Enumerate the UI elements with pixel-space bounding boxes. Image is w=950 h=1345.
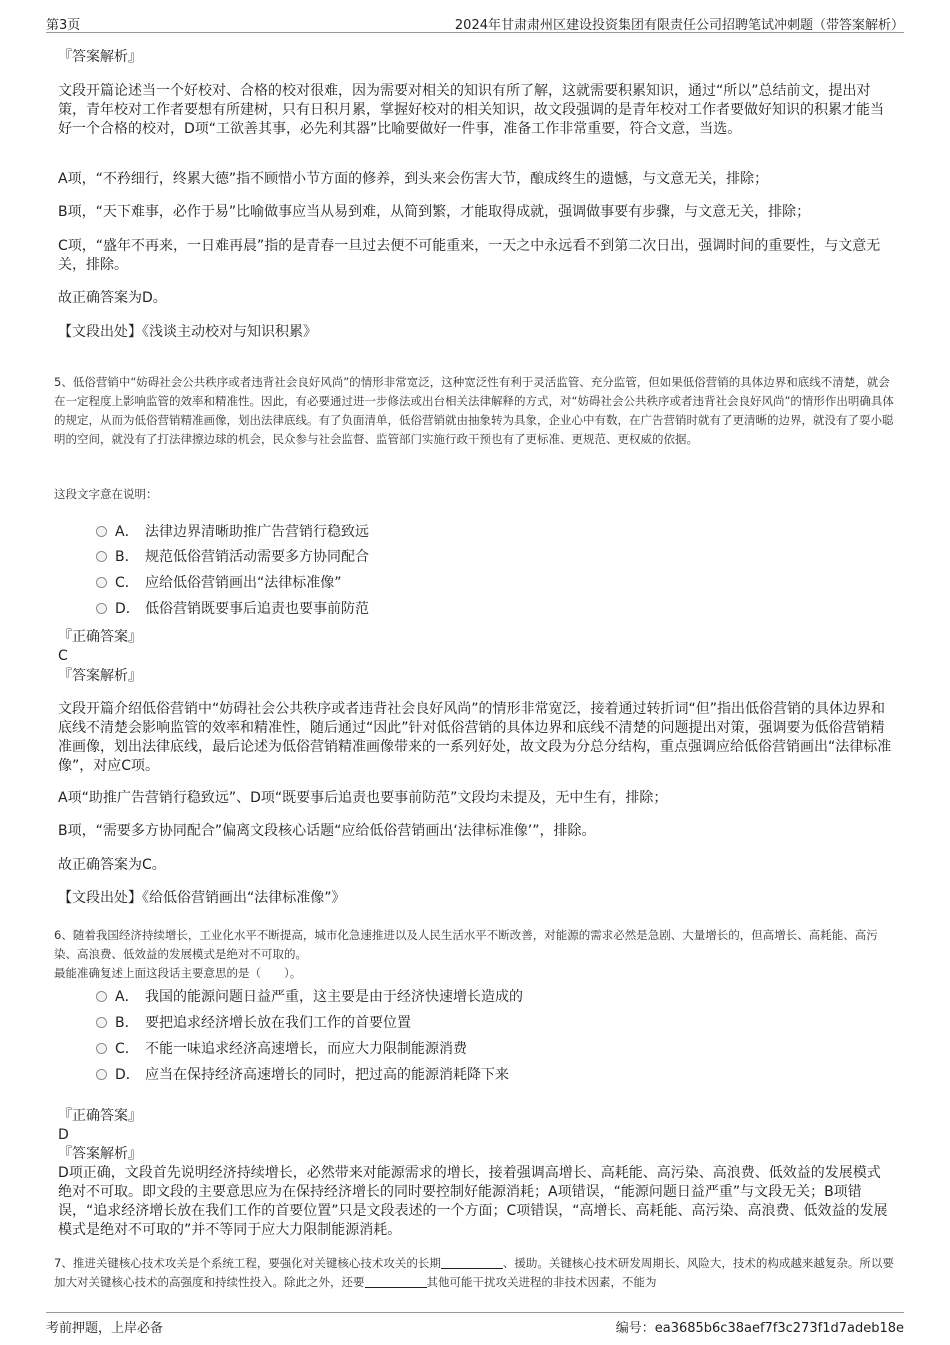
q5-source: 【文段出处】《给低俗营销画出“法律标准像”》	[58, 890, 346, 906]
q5-option-d[interactable]: D． 低俗营销既要事后追责也要事前防范	[96, 599, 369, 619]
q6-answer-label: 『正确答案』	[58, 1108, 142, 1124]
q4-option-a-explanation: A项，“不矜细行，终累大德”指不顾惜小节方面的修养，到头来会伤害大节，酿成终生的遗憾，与文意无关，排除；	[58, 171, 769, 187]
q5-answer-label: 『正确答案』	[58, 629, 142, 645]
blank-2	[365, 1274, 427, 1288]
q6-option-c[interactable]: C． 不能一味追求经济高速增长，而应大力限制能源消费	[96, 1039, 467, 1059]
q4-final-answer: 故正确答案为D。	[58, 290, 167, 306]
q6-analysis-label: 『答案解析』	[58, 1146, 142, 1162]
q4-analysis: 文段开篇论述当一个好校对、合格的校对很难，因为需要对相关的知识有所了解，这就需要积累知识，通过“所以”总结前文，提出对策，青年校对工作者要想有所建树，只有日积月累，掌握好校对的相关知识，故文段强调的是青年校对工作者要做好知识的积累才能当好一个合格的校对，D项“工欲善其事，必先利其器”比喻要做好一件事，准备工作非常重要，符合文意，当选。	[58, 83, 884, 137]
q6-option-a[interactable]: A． 我国的能源问题日益严重，这主要是由于经济快速增长造成的	[96, 987, 523, 1007]
q6-answer: D	[58, 1127, 69, 1143]
radio-button-icon[interactable]	[96, 577, 107, 588]
footer-slogan: 考前押题，上岸必备	[46, 1321, 164, 1336]
q5-analysis: 文段开篇介绍低俗营销中“妨碍社会公共秩序或者违背社会良好风尚”的情形非常宽泛，接着通过转折词“但”指出低俗营销的具体边界和底线不清楚会影响监管的效率和精准性，随后通过“因此”针对低俗营销的具体边界和底线不清楚的问题提出对策，强调要为低俗营销精准画像，划出法律底线，最后论述为低俗营销精准画像带来的一系列好处，故文段为分总分结构，重点强调应给低俗营销画出“法律标准像”，对应C项。	[58, 701, 892, 774]
q5-analysis-label: 『答案解析』	[58, 668, 142, 684]
radio-button-icon[interactable]	[96, 551, 107, 562]
q5-option-b[interactable]: B． 规范低俗营销活动需要多方协同配合	[96, 547, 369, 567]
q6-option-b[interactable]: B． 要把追求经济增长放在我们工作的首要位置	[96, 1013, 411, 1033]
q6-analysis: D项正确，文段首先说明经济持续增长，必然带来对能源需求的增长，接着强调高增长、高耗能、高污染、高浪费、低效益的发展模式绝对不可取。即文段的主要意思应为在保持经济增长的同时要控制好能源消耗；A项错误，“能源问题日益严重”与文段无关；B项错误，“追求经济增长放在我们工作的首要位置”只是文段表述的一个方面；C项错误，“高增长、高耗能、高污染、高浪费、低效益的发展模式是绝对不可取的”并不等同于应大力限制能源消耗。	[58, 1165, 888, 1238]
page-number: 第3页	[46, 18, 81, 33]
q5-option-b-explanation: B项，“需要多方协同配合”偏离文段核心话题“应给低俗营销画出‘法律标准像’”，排除。	[58, 823, 596, 839]
blank-1	[441, 1255, 503, 1269]
radio-button-icon[interactable]	[96, 1069, 107, 1080]
q5-final-answer: 故正确答案为C。	[58, 857, 166, 873]
radio-button-icon[interactable]	[96, 991, 107, 1002]
radio-button-icon[interactable]	[96, 526, 107, 537]
q4-source: 【文段出处】《浅谈主动校对与知识积累》	[58, 324, 317, 340]
q4-option-b-explanation: B项，“天下难事，必作于易”比喻做事应当从易到难，从简到繁，才能取得成就，强调做事要有步骤，与文意无关，排除；	[58, 204, 811, 220]
radio-button-icon[interactable]	[96, 603, 107, 614]
document-title: 2024年甘肃肃州区建设投资集团有限责任公司招聘笔试冲刺题（带答案解析）	[454, 18, 904, 33]
q7-stem: 7、推进关键核心技术攻关是个系统工程，要强化对关键核心技术攻关的长期 、援助。关键核心技术研发周期长、风险大，技术的构成越来越复杂。所以要加大对关键核心技术的高强度和持续性投入。除此之外，还要 其他可能干扰攻关进程的非技术因素，不能为	[54, 1256, 894, 1289]
q6-prompt: 最能准确复述上面这段话主要意思的是（ ）。	[54, 966, 302, 980]
q5-option-c[interactable]: C． 应给低俗营销画出“法律标准像”	[96, 573, 342, 593]
document-code: 编号：ea3685b6c38aef7f3c273f1d7adeb18e	[615, 1321, 904, 1336]
q6-option-d[interactable]: D． 应当在保持经济高速增长的同时，把过高的能源消耗降下来	[96, 1065, 509, 1085]
q5-answer: C	[58, 648, 68, 664]
q5-prompt: 这段文字意在说明：	[54, 487, 158, 501]
radio-button-icon[interactable]	[96, 1043, 107, 1054]
q4-analysis-label: 『答案解析』	[58, 49, 142, 65]
radio-button-icon[interactable]	[96, 1017, 107, 1028]
page-header	[46, 12, 904, 33]
q5-stem: 5、低俗营销中“妨碍社会公共秩序或者违背社会良好风尚”的情形非常宽泛，这种宽泛性有利于灵活监管、充分监管，但如果低俗营销的具体边界和底线不清楚，就会在一定程度上影响监管的效率和精准性。因此，有必要通过进一步修法或出台相关法律解释的方式，对“妨碍社会公共秩序或者违背社会良好风尚”的情形作出明确具体的规定，从而为低俗营销精准画像，划出法律底线。有了负面清单，低俗营销就由抽象转为具象，企业心中有数，在广告营销时就有了更清晰的边界，就没有了耍小聪明的空间，就没有了打法律擦边球的机会，民众参与社会监督、监管部门实施行政干预也有了更标准、更规范、更权威的依据。	[54, 375, 894, 446]
q6-stem: 6、随着我国经济持续增长，工业化水平不断提高，城市化急速推进以及人民生活水平不断改善，对能源的需求必然是急剧、大量增长的，但高增长、高耗能、高污染、高浪费、低效益的发展模式是绝对不可取的。	[54, 928, 878, 961]
q4-option-c-explanation: C项，“盛年不再来，一日难再晨”指的是青春一旦过去便不可能重来，一天之中永远看不到第二次日出，强调时间的重要性，与文意无关，排除。	[58, 238, 881, 273]
page-footer	[46, 1312, 904, 1335]
q5-option-a[interactable]: A． 法律边界清晰助推广告营销行稳致远	[96, 522, 369, 542]
q5-option-ad-explanation: A项“助推广告营销行稳致远”、D项“既要事后追责也要事前防范”文段均未提及，无中生有，排除；	[58, 790, 668, 806]
